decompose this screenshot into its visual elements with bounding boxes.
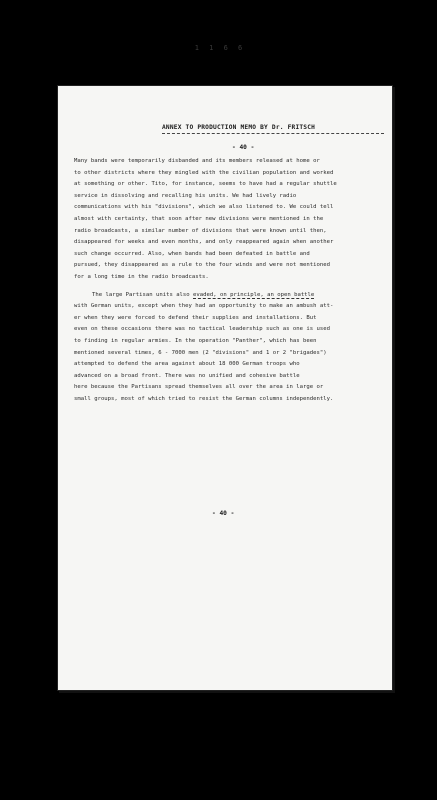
page-number-top: - 40 -	[232, 144, 255, 151]
paragraph-2-first-line	[74, 290, 374, 302]
paragraph-1	[74, 156, 374, 284]
text-line: such change occurred. Also, when bands had been defeated in battle and	[74, 250, 310, 257]
text-line: at something or other. Tito, for instance, seems to have had a regular shuttle	[74, 181, 337, 188]
text-line: to finding in regular armies. In the operation "Panther", which has been	[74, 337, 317, 344]
text-line: small groups, most of which tried to resist the German columns independently.	[74, 395, 334, 402]
text-line: to other districts where they mingled with the civilian population and worked	[74, 169, 334, 176]
page-number-bottom: - 40 -	[212, 510, 235, 517]
text-line: er when they were forced to defend their supplies and installations. But	[74, 314, 317, 321]
document-page	[58, 86, 392, 690]
text-line: communications with his "divisions", which we also listened to. We could tell	[74, 204, 334, 211]
document-header: ANNEX TO PRODUCTION MEMO BY Dr. FRITSCH	[162, 124, 316, 131]
body-text	[74, 156, 374, 405]
text-line: even on these occasions there was no tactical leadership such as one is used	[74, 326, 330, 333]
text-line: advanced on a broad front. There was no unified and cohesive battle	[74, 372, 300, 379]
text-line: attempted to defend the area against about 18 000 German troops who	[74, 361, 300, 368]
page-edge	[392, 92, 395, 686]
paragraph-2-lead: The large Partisan units also	[92, 291, 194, 298]
text-line: for a long time in the radio broadcasts.	[74, 273, 209, 280]
text-line: almost with certainty, that soon after new divisions were mentioned in the	[74, 215, 324, 222]
text-line: disappeared for weeks and even months, and only reappeared again when another	[74, 239, 334, 246]
text-line: Many bands were temporarily disbanded and its members released at home or	[74, 158, 320, 164]
text-line: with German units, except when they had an opportunity to make an ambush att-	[74, 303, 334, 310]
text-line: pursued, they disappeared as a rule to the four winds and were not mentioned	[74, 262, 330, 269]
text-line: service in dissolving and recalling his units. We had lively radio	[74, 192, 297, 199]
text-line: mentioned several times, 6 - 7000 men (2 "divisions" and 1 or 2 "brigades")	[74, 349, 327, 356]
text-line: radio broadcasts, a similar number of divisions that were known until then,	[74, 227, 327, 234]
paragraph-2	[74, 301, 374, 405]
header-rule	[162, 133, 384, 134]
frame-label: 1 1 6 6	[194, 44, 246, 52]
text-line: here because the Partisans spread themselves all over the area in large or	[74, 384, 324, 391]
underlined-phrase: evaded, on principle, an open battle	[193, 291, 315, 298]
